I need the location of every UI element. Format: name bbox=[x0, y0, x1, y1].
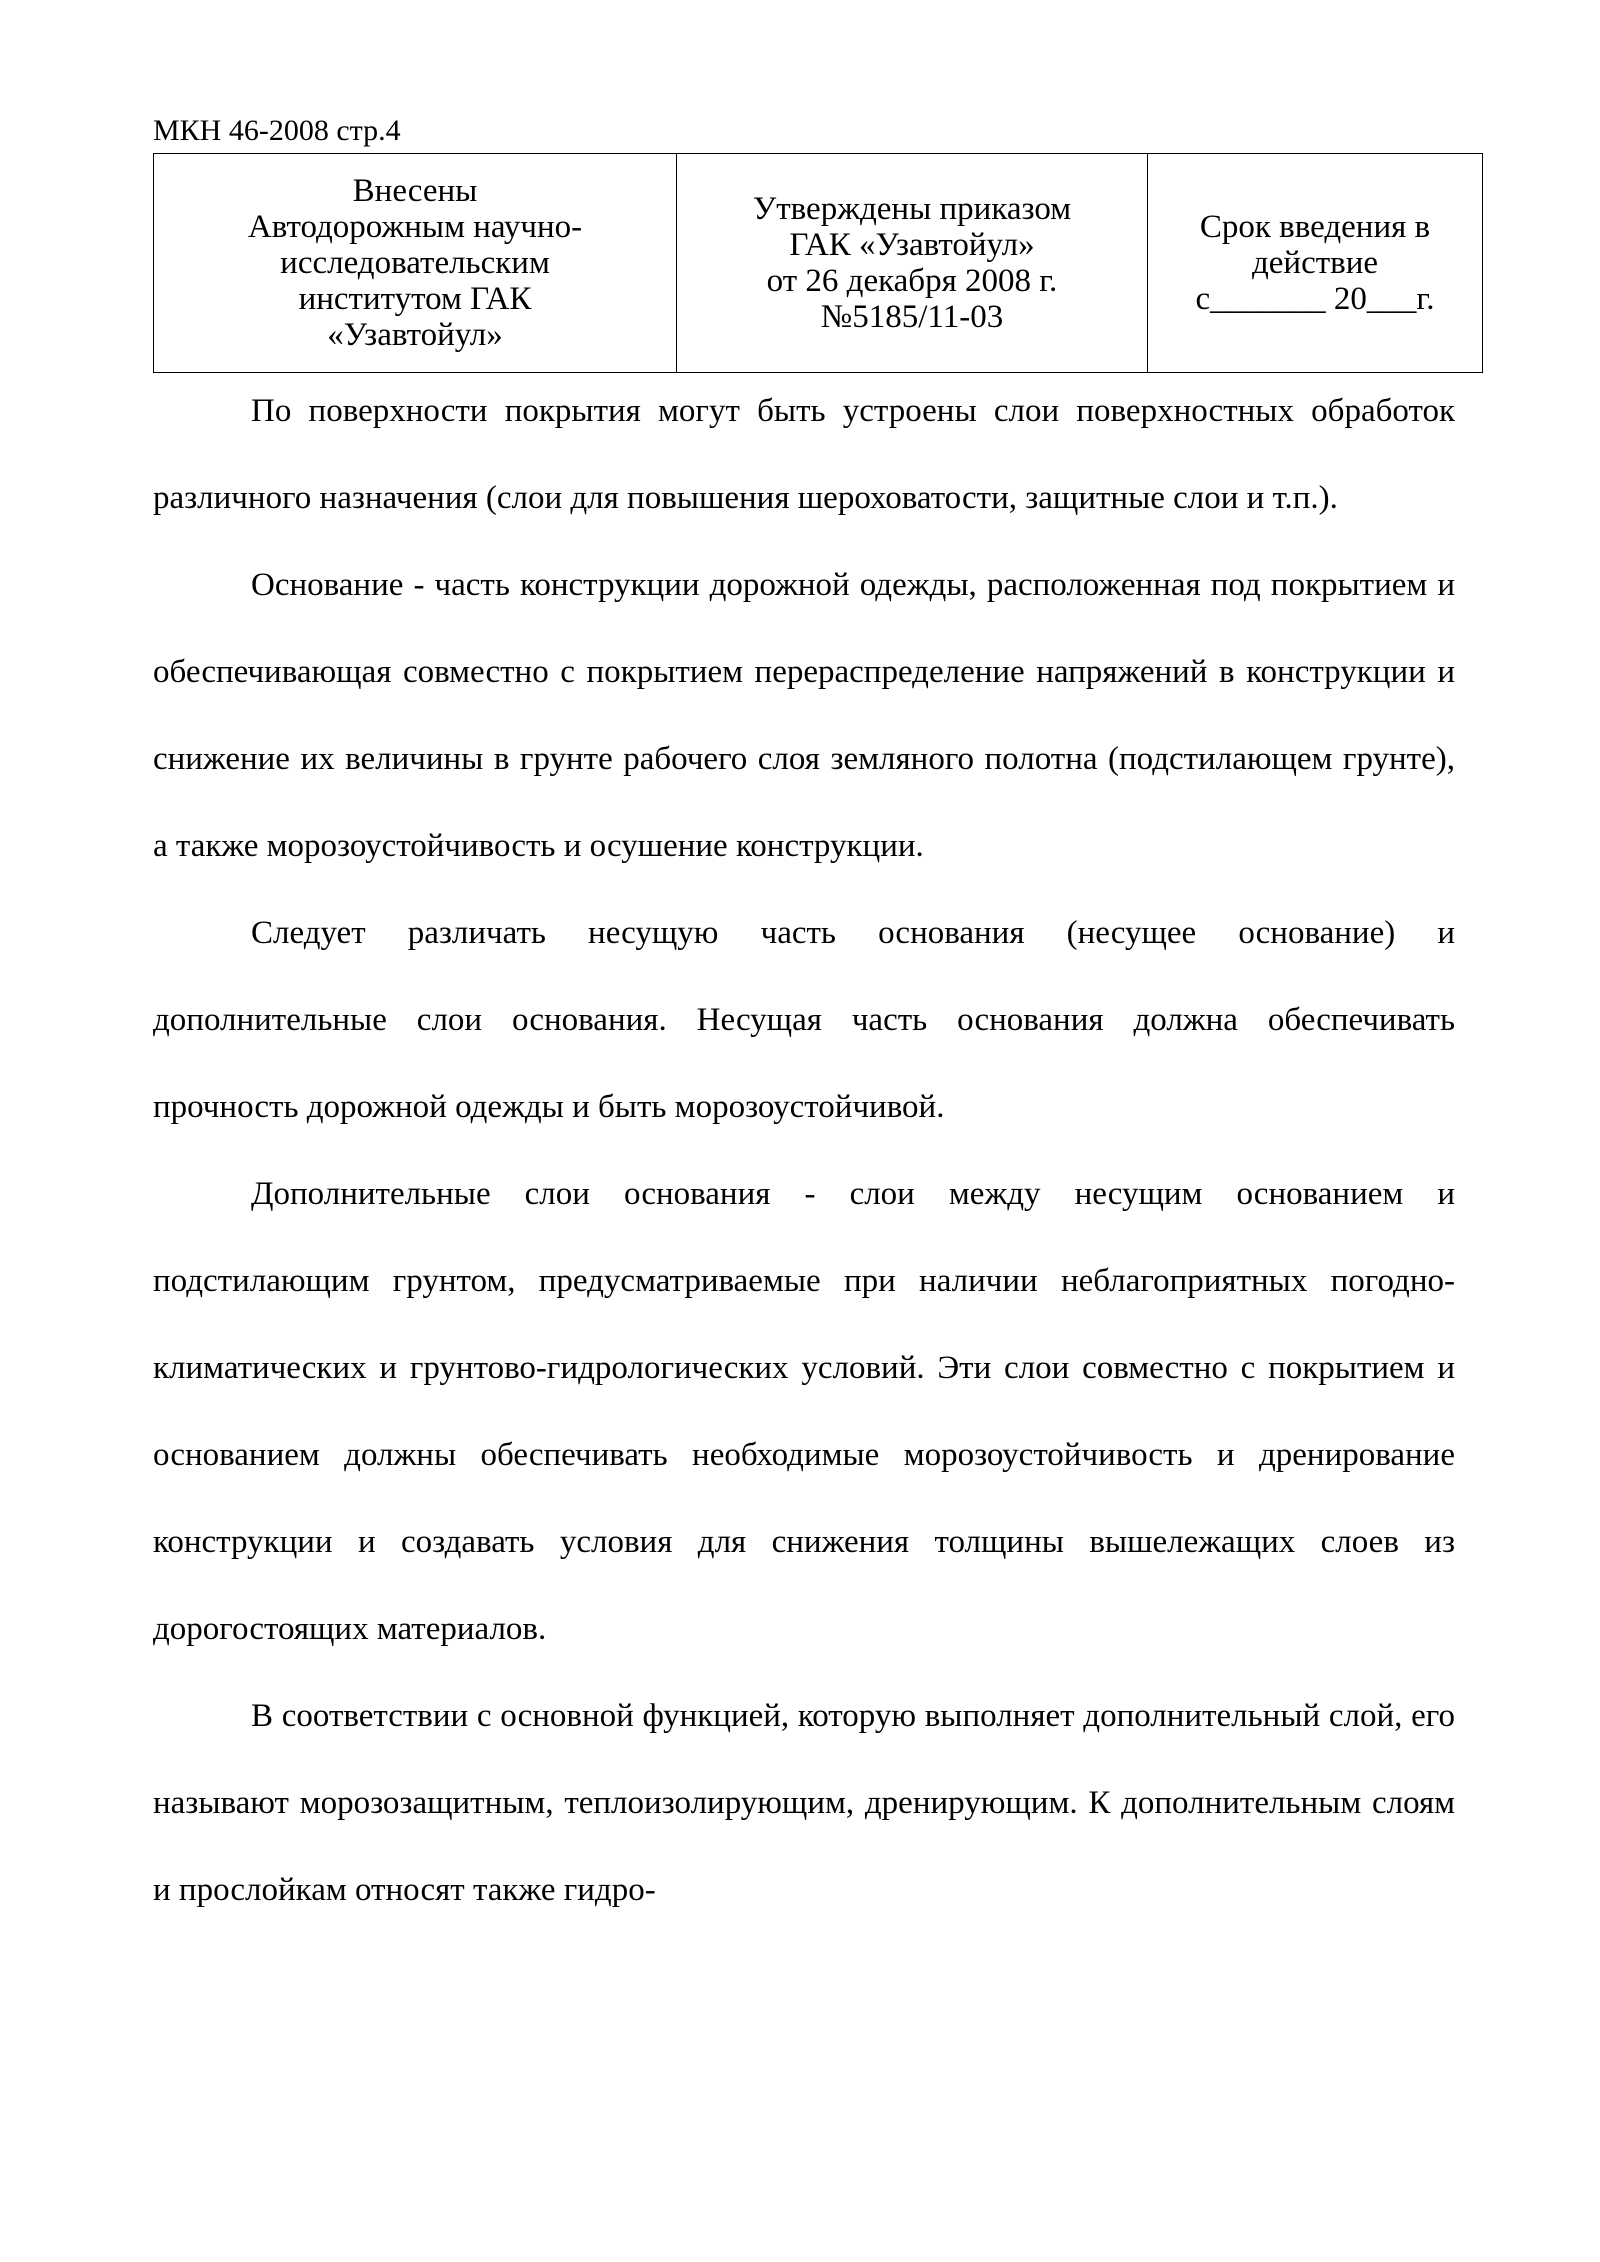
introduced-line: Внесены bbox=[352, 173, 478, 209]
paragraph: В соответствии с основной функцией, которую выполняет дополнительный слой, его называют морозозащитным, теплоизолирующим, дренирующим. К дополнительным слоям и прослойкам относят также гидро- bbox=[153, 1698, 1455, 1908]
body-text bbox=[153, 368, 1455, 1934]
approved-line: №5185/11-03 bbox=[820, 299, 1004, 335]
effective-line: действие bbox=[1251, 245, 1379, 281]
document-header: МКН 46-2008 стр.4 bbox=[153, 114, 401, 147]
paragraph: Следует различать несущую часть основания (несущее основание) и дополнительные слои основания. Несущая часть основания должна обеспечивать прочность дорожной одежды и быть морозоустойчивой. bbox=[153, 915, 1455, 1125]
approval-table-row bbox=[154, 154, 1483, 373]
paragraph: Основание - часть конструкции дорожной одежды, расположенная под покрытием и обеспечивающая совместно с покрытием перераспределение напряжений в конструкции и снижение их величины в грунте рабочего слоя земляного полотна (подстилающем грунте), а также морозоустойчивость и осушение конструкции. bbox=[153, 567, 1455, 864]
paragraph: Дополнительные слои основания - слои между несущим основанием и подстилающим грунтом, предусматриваемые при наличии неблагоприятных погодно-климатических и грунтово-гидрологических условий. Эти слои совместно с покрытием и основанием должны обеспечивать необходимые морозоустойчивость и дренирование конструкции и создавать условия для снижения толщины вышележащих слоев из дорогостоящих материалов. bbox=[153, 1176, 1455, 1647]
introduced-by-cell bbox=[154, 154, 677, 373]
introduced-line: Автодорожным научно- bbox=[247, 209, 583, 245]
effective-date-cell bbox=[1148, 154, 1483, 373]
introduced-line: институтом ГАК bbox=[298, 281, 532, 317]
approved-line: от 26 декабря 2008 г. bbox=[766, 263, 1058, 299]
introduced-line: исследовательским bbox=[280, 245, 550, 281]
approved-by-cell bbox=[677, 154, 1148, 373]
approved-line: Утверждены приказом bbox=[752, 191, 1072, 227]
effective-line: Срок введения в bbox=[1199, 209, 1431, 245]
introduced-line: «Узавтойул» bbox=[327, 317, 503, 353]
paragraph: По поверхности покрытия могут быть устроены слои поверхностных обработок различного назначения (слои для повышения шероховатости, защитные слои и т.п.). bbox=[153, 393, 1455, 516]
approved-line: ГАК «Узавтойул» bbox=[789, 227, 1035, 263]
effective-line: с_______ 20___г. bbox=[1195, 281, 1435, 317]
approval-table bbox=[153, 153, 1483, 373]
